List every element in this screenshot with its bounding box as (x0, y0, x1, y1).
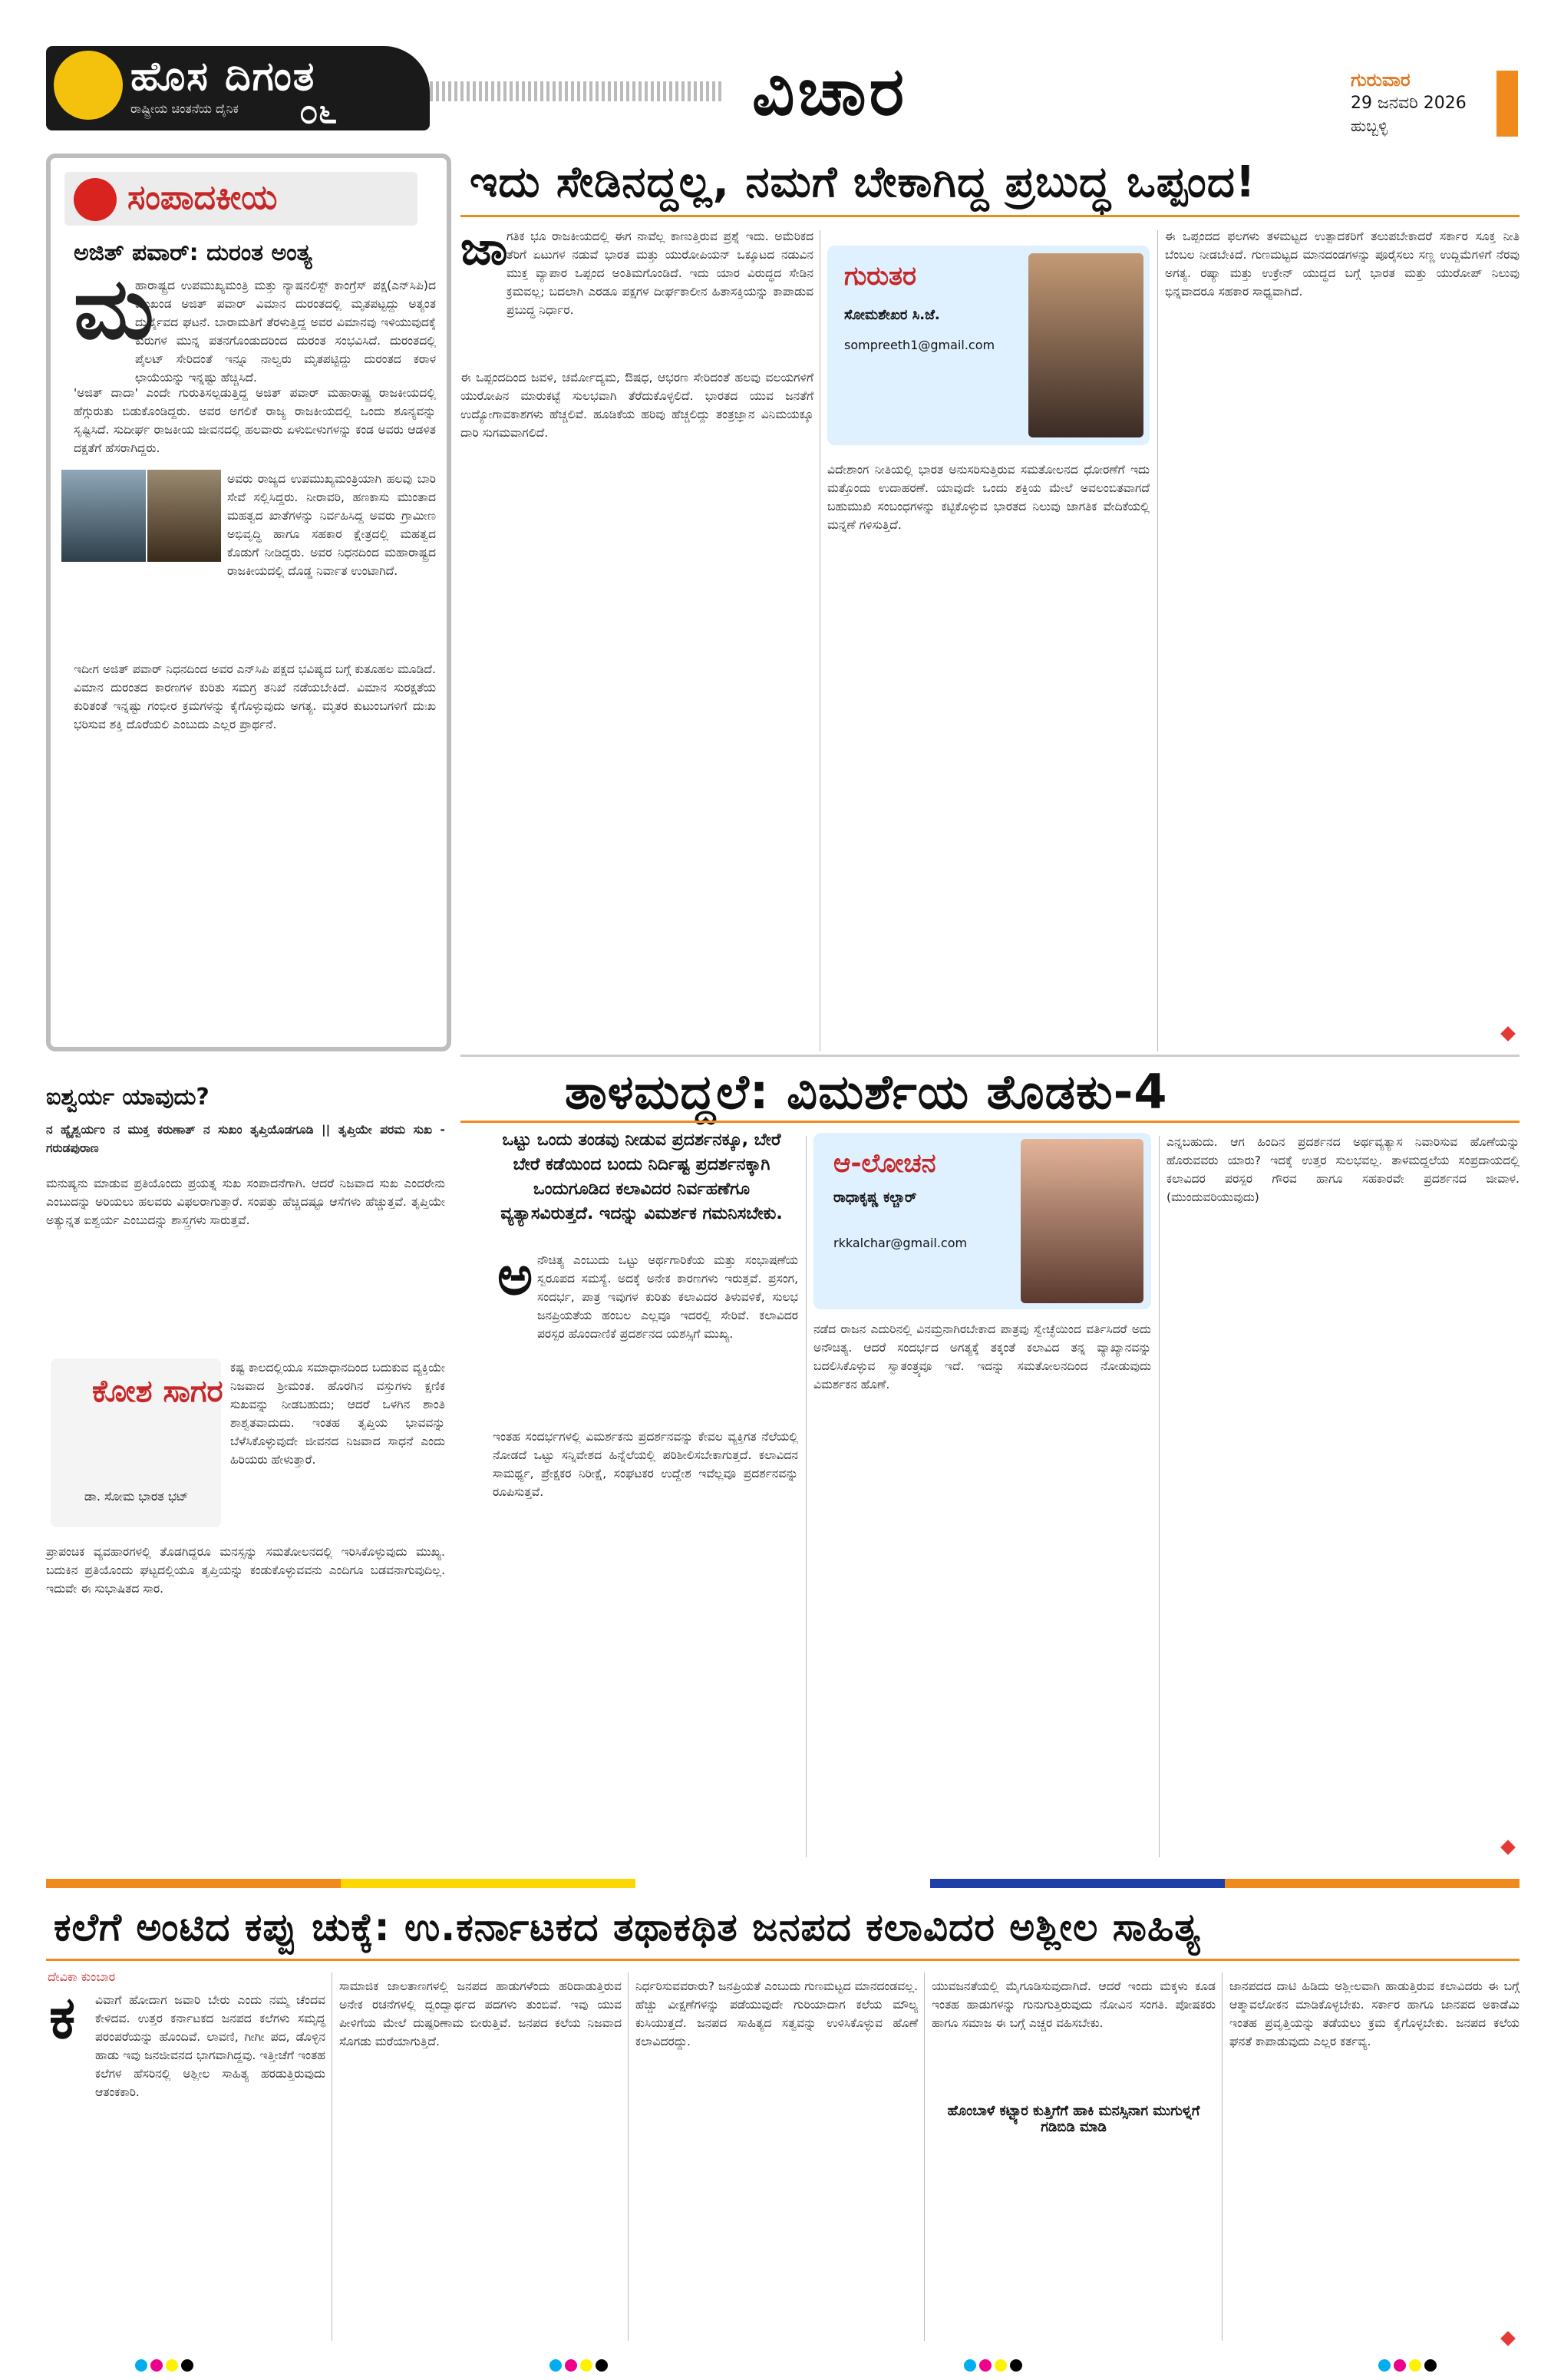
registration-mark-icon (1378, 2359, 1391, 2372)
column-rule (1222, 1972, 1223, 2341)
section-title: ವಿಚಾರ (752, 54, 908, 130)
date-full: 29 ಜನವರಿ 2026 (1351, 94, 1467, 113)
article1-dropcap: ಜಾ (460, 222, 508, 276)
article3-headline: ಕಲೆಗೆ ಅಂಟಿದ ಕಪ್ಪು ಚುಕ್ಕೆ: ಉ.ಕರ್ನಾಟಕದ ತಥಾಕಥಿತ ಜನಪದ ಕಲಾವಿದರ ಅಶ್ಲೀಲ ಸಾಹಿತ್ಯ (54, 1905, 1201, 1949)
page-number: ೦೬ (299, 92, 338, 131)
article3-column: ಜಾನಪದದ ದಾಟಿ ಹಿಡಿದು ಅಶ್ಲೀಲವಾಗಿ ಹಾಡುತ್ತಿರುವ ಕಲಾವಿದರು ಈ ಬಗ್ಗೆ ಆತ್ಮಾವಲೋಕನ ಮಾಡಿಕೊಳ್ಳಬೇಕು. ಸರ್ಕಾರ ಹಾಗೂ ಜಾನಪದ ಅಕಾಡೆಮಿ ಇಂತಹ ಪ್ರವೃತ್ತಿಯನ್ನು ತಡೆಯಲು ಕ್ರಮ ಕೈಗೊಳ್ಳಬೇಕು. ಜನಪದ ಕಲೆಯ ಘನತೆ ಕಾಪಾಡುವುದು ಎಲ್ಲರ ಕರ್ತವ್ಯ. (1229, 1979, 1520, 2048)
section-rule (460, 1055, 1520, 1057)
column-rule (924, 1972, 925, 2341)
color-divider (46, 1879, 1520, 1888)
column-rule (806, 1136, 807, 1857)
column-name: ಗುರುತರ (844, 261, 917, 292)
registration-mark-icon (995, 2359, 1007, 2372)
headline-rule (460, 1121, 1520, 1123)
article1-column: ಗತಿಕ ಭೂ ರಾಜಕೀಯದಲ್ಲಿ ಈಗ ನಾವೆಲ್ಲ ಕಾಣುತ್ತಿರುವ ಪ್ರಶ್ನೆ ಇದು. ಅಮೆರಿಕದ ತೆರಿಗೆ ಏಟುಗಳ ನಡುವೆ ಭಾರತ ಮತ್ತು ಯುರೋಪಿಯನ್ ಒಕ್ಕೂಟದ ನಡುವಿನ ಮುಕ್ತ ವ್ಯಾಪಾರ ಒಪ್ಪಂದ ಅಂತಿಮಗೊಂಡಿದೆ. ಇದು ಯಾರ ವಿರುದ್ಧದ ಸೇಡಿನ ಕ್ರಮವಲ್ಲ; ಬದಲಾಗಿ ಎರಡೂ ಪಕ್ಷಗಳ ದೀರ್ಘಕಾಲೀನ ಹಿತಾಸಕ್ತಿಯನ್ನು ಕಾಪಾಡುವ ಪ್ರಬುದ್ಧ ನಿರ್ಧಾರ. (507, 229, 813, 317)
headline-rule (46, 1959, 1520, 1961)
article3-column: ವಿವಾಗೆ ಹೋದಾಗ ಜವಾರಿ ಬೇರು ಎಂದು ನಮ್ಮ ಚೆಂದವ ಕೇಳಿದವ. ಉತ್ತರ ಕರ್ನಾಟಕದ ಜನಪದ ಕಲೆಗಳು ಸಮೃದ್ಧ ಪರಂಪರೆಯನ್ನು ಹೊಂದಿವೆ. ಲಾವಣಿ, ಗೀಗೀ ಪದ, ಡೊಳ್ಳಿನ ಹಾಡು ಇವು ಜನಜೀವನದ ಭಾಗವಾಗಿದ್ದವು. ಇತ್ತೀಚೆಗೆ ಇಂತಹ ಕಲೆಗಳ ಹೆಸರಿನಲ್ಲಿ ಅಶ್ಲೀಲ ಸಾಹಿತ್ಯ ಹರಡುತ್ತಿರುವುದು ಆತಂಕಕಾರಿ. (95, 1993, 325, 2099)
column-rule (628, 1972, 629, 2341)
registration-mark-icon (166, 2359, 178, 2372)
article3-column: ನಿರ್ಧರಿಸುವವರಾರು? ಜನಪ್ರಿಯತೆ ಎಂಬುದು ಗುಣಮಟ್ಟದ ಮಾನದಂಡವಲ್ಲ. ಹೆಚ್ಚು ವೀಕ್ಷಣೆಗಳನ್ನು ಪಡೆಯುವುದೇ ಗುರಿಯಾದಾಗ ಕಲೆಯ ಮೌಲ್ಯ ಕುಸಿಯುತ್ತದೆ. ಜನಪದ ಸಾಹಿತ್ಯದ ಸತ್ವವನ್ನು ಉಳಿಸಿಕೊಳ್ಳುವ ಹೊಣೆ ಕಲಾವಿದರದ್ದು. (635, 1979, 918, 2048)
editorial-headline: ಅಜಿತ್ ಪವಾರ್: ದುರಂತ ಅಂತ್ಯ (74, 239, 312, 266)
registration-mark-icon (565, 2359, 577, 2372)
registration-mark-icon (135, 2359, 147, 2372)
article3-column: ಸಾಮಾಜಿಕ ಜಾಲತಾಣಗಳಲ್ಲಿ ಜನಪದ ಹಾಡುಗಳೆಂದು ಹರಿದಾಡುತ್ತಿರುವ ಅನೇಕ ರಚನೆಗಳಲ್ಲಿ ದ್ವಂದ್ವಾರ್ಥದ ಪದಗಳು ತುಂಬಿವೆ. ಇವು ಯುವ ಪೀಳಿಗೆಯ ಮೇಲೆ ದುಷ್ಪರಿಣಾಮ ಬೀರುತ್ತಿವೆ. ಜನಪದ ಕಲೆಯ ನಿಜವಾದ ಸೊಗಡು ಮರೆಯಾಗುತ್ತಿದೆ. (339, 1979, 622, 2048)
article2-dropcap: ಅ (497, 1244, 533, 1307)
registration-mark-icon (181, 2359, 193, 2372)
article2-deck: ಒಟ್ಟು ಒಂದು ತಂಡವು ನೀಡುವ ಪ್ರದರ್ಶನಕ್ಕೂ, ಬೇರೆ ಬೇರೆ ಕಡೆಯಿಂದ ಬಂದು ನಿರ್ದಿಷ್ಟ ಪ್ರದರ್ಶನಕ್ಕಾಗಿ ಒಂದುಗೂಡಿದ ಕಲಾವಿದರ ನಿರ್ವಹಣೆಗೂ ವ್ಯತ್ಯಾಸವಿರುತ್ತದೆ. ಇದನ್ನು ವಿಮರ್ಶಕ ಗಮನಿಸಬೇಕು. (500, 1131, 783, 1223)
registration-mark-icon (1424, 2359, 1437, 2372)
editorial-paragraph: ಹಾರಾಷ್ಟ್ರದ ಉಪಮುಖ್ಯಮಂತ್ರಿ ಮತ್ತು ನ್ಯಾಷನಲಿಸ್ಟ್ ಕಾಂಗ್ರೆಸ್ ಪಕ್ಷ(ಎನ್‌ಸಿಪಿ)ದ ಮುಖಂಡ ಅಜಿತ್ ಪವಾರ್ ವಿಮಾನ ದುರಂತದಲ್ಲಿ ಮೃತಪಟ್ಟದ್ದು ಅತ್ಯಂತ ದುರ್ದೈವದ ಘಟನೆ. ಬಾರಾಮತಿಗೆ ತೆರಳುತ್ತಿದ್ದ ಅವರ ವಿಮಾನವು ಇಳಿಯುವುದಕ್ಕೆ ಕುರುಗಳ ಮುನ್ನ ಪತನಗೊಂಡುದರಿಂದ ದುರಂತ ಸಂಭವಿಸಿದೆ. ದುರಂತದಲ್ಲಿ ಪೈಲಟ್ ಸೇರಿದಂತೆ ಇನ್ನೂ ನಾಲ್ವರು ಮೃತಪಟ್ಟಿದ್ದು ದುರಂತದ ಕರಾಳ ಛಾಯೆಯನ್ನು ಇನ್ನಷ್ಟು ಹೆಚ್ಚಿಸಿದೆ. (135, 279, 436, 385)
registration-mark-icon (979, 2359, 992, 2372)
editorial-dropcap: ಮ (74, 259, 154, 358)
editorial-paragraph: ಇದೀಗ ಅಜಿತ್ ಪವಾರ್ ನಿಧನದಿಂದ ಅವರ ಎನ್‌ಸಿಪಿ ಪಕ್ಷದ ಭವಿಷ್ಯದ ಬಗ್ಗೆ ಕುತೂಹಲ ಮೂಡಿದೆ. ವಿಮಾನ ದುರಂತದ ಕಾರಣಗಳ ಕುರಿತು ಸಮಗ್ರ ತನಿಖೆ ನಡೆಯಬೇಕಿದೆ. ವಿಮಾನ ಸುರಕ್ಷತೆಯ ಕುರಿತಂತೆ ಇನ್ನಷ್ಟು ಗಂಭೀರ ಕ್ರಮಗಳನ್ನು ಕೈಗೊಳ್ಳುವುದು ಅಗತ್ಯ. ಮೃತರ ಕುಟುಂಬಗಳಿಗೆ ದುಃಖ ಭರಿಸುವ ಶಕ್ತಿ ದೊರೆಯಲಿ ಎಂಬುದು ಎಲ್ಲರ ಪ್ರಾರ್ಥನೆ. (74, 662, 436, 731)
quote-paragraph: ಮನುಷ್ಯನು ಮಾಡುವ ಪ್ರತಿಯೊಂದು ಪ್ರಯತ್ನ ಸುಖ ಸಂಪಾದನೆಗಾಗಿ. ಆದರೆ ನಿಜವಾದ ಸುಖ ಎಂದರೇನು ಎಂಬುದನ್ನು ಅರಿಯಲು ಹಲವರು ವಿಫಲರಾಗುತ್ತಾರೆ. ಸಂಪತ್ತು ಹೆಚ್ಚಿದಷ್ಟೂ ಆಸೆಗಳು ಹೆಚ್ಚುತ್ತವೆ. ತೃಪ್ತಿಯೇ ಅತ್ಯುನ್ನತ ಐಶ್ವರ್ಯ ಎಂಬುದನ್ನು ಶಾಸ್ತ್ರಗಳು ಸಾರುತ್ತವೆ. (46, 1177, 445, 1227)
article3-dropcap: ಕ (49, 1983, 76, 2052)
date-day: ಗುರುವಾರ (1351, 69, 1411, 91)
quote-heading: ಐಶ್ವರ್ಯ ಯಾವುದು? (46, 1084, 210, 1111)
registration-mark-icon (580, 2359, 592, 2372)
article3-byline: ದೇವಿಕಾ ಕುಂಬಾರ (48, 1969, 116, 1984)
editorial-emblem-icon (74, 178, 117, 221)
article2-column: ನಡೆದ ರಾಜನ ಎದುರಿನಲ್ಲಿ ವಿನಮ್ರನಾಗಿರಬೇಕಾದ ಪಾತ್ರವು ಸ್ವೇಚ್ಛೆಯಿಂದ ವರ್ತಿಸಿದರೆ ಅದು ಅನೌಚಿತ್ಯ. ಆದರೆ ಸಂದರ್ಭದ ಅಗತ್ಯಕ್ಕೆ ತಕ್ಕಂತೆ ಕಲಾವಿದ ತನ್ನ ವ್ಯಾಖ್ಯಾನವನ್ನು ಬದಲಿಸಿಕೊಳ್ಳುವ ಸ್ವಾತಂತ್ರ್ಯವೂ ಇದೆ. ಇದನ್ನು ಸಮತೋಲನದಿಂದ ನೋಡುವುದು ವಿಮರ್ಶಕನ ಹೊಣೆ. (813, 1322, 1151, 1391)
article2-headline: ತಾಳಮದ್ದಲೆ: ವಿಮರ್ಶೆಯ ತೊಡಕು-4 (565, 1064, 1168, 1120)
newspaper-logo-icon (54, 51, 123, 120)
ajit-pawar-photo (61, 470, 146, 562)
column-name: ಆ-ಲೋಚನ (833, 1148, 936, 1179)
column-name: ಕೋಶ ಸಾಗರ (92, 1374, 223, 1409)
headline-rule (460, 215, 1520, 217)
crash-site-photo (147, 470, 221, 562)
author-email: sompreeth1@gmail.com (844, 338, 995, 352)
author-email: rkkalchar@gmail.com (833, 1236, 968, 1250)
quote-sanskrit: ನ ಹ್ಯೈಶ್ವರ್ಯಂ ನ ಮುಕ್ತ ಕರುಣಾತ್ ನ ಸುಖಂ ತೃಪ್ತಿಯೊಡಗೂಡಿ || ತೃಪ್ತಿಯೇ ಪರಮ ಸುಖ - ಗರುಡಪುರಾಣ (46, 1123, 445, 1155)
quote-paragraph: ಪ್ರಾಪಂಚಿಕ ವ್ಯವಹಾರಗಳಲ್ಲಿ ತೊಡಗಿದ್ದರೂ ಮನಸ್ಸನ್ನು ಸಮತೋಲನದಲ್ಲಿ ಇರಿಸಿಕೊಳ್ಳುವುದು ಮುಖ್ಯ. ಬದುಕಿನ ಪ್ರತಿಯೊಂದು ಘಟ್ಟದಲ್ಲಿಯೂ ತೃಪ್ತಿಯನ್ನು ಕಂಡುಕೊಳ್ಳುವವನು ಎಂದಿಗೂ ಬಡವನಾಗುವುದಿಲ್ಲ. ಇದುವೇ ಈ ಸುಭಾಷಿತದ ಸಾರ. (46, 1545, 445, 1596)
end-mark-icon (1500, 2331, 1516, 2346)
end-mark-icon (1500, 1840, 1516, 1855)
editorial-paragraph: 'ಅಜಿತ್ ದಾದಾ' ಎಂದೇ ಗುರುತಿಸಲ್ಪಡುತ್ತಿದ್ದ ಅಜಿತ್ ಪವಾರ್ ಮಹಾರಾಷ್ಟ್ರ ರಾಜಕೀಯದಲ್ಲಿ ಹೆಗ್ಗುರುತು ಬಿಡುಕೊಂಡಿದ್ದರು. ಅವರ ಅಗಲಿಕೆ ರಾಜ್ಯ ರಾಜಕೀಯದಲ್ಲಿ ಒಂದು ಶೂನ್ಯವನ್ನು ಸೃಷ್ಟಿಸಿದೆ. ಸುದೀರ್ಘ ರಾಜಕೀಯ ಜೀವನದಲ್ಲಿ ಹಲವಾರು ಏಳುಬೀಳುಗಳನ್ನು ಕಂಡ ಅವರು ಆಡಳಿತ ದಕ್ಷತೆಗೆ ಹೆಸರಾಗಿದ್ದರು. (74, 386, 436, 455)
author-name: ಸೋಮಶೇಖರ ಸಿ.ಜೆ. (844, 307, 940, 323)
registration-mark-icon (549, 2359, 562, 2372)
registration-mark-icon (964, 2359, 976, 2372)
column-rule (1157, 230, 1158, 1051)
author-name: ರಾಧಾಕೃಷ್ಣ ಕಲ್ಚಾರ್ (833, 1190, 917, 1206)
paper-name: ಹೊಸ ದಿಗಂತ (130, 54, 316, 100)
article1-column: ವಿದೇಶಾಂಗ ನೀತಿಯಲ್ಲಿ ಭಾರತ ಅನುಸರಿಸುತ್ತಿರುವ ಸಮತೋಲನದ ಧೋರಣೆಗೆ ಇದು ಮತ್ತೊಂದು ಉದಾಹರಣೆ. ಯಾವುದೇ ಒಂದು ಶಕ್ತಿಯ ಮೇಲೆ ಅವಲಂಬಿತವಾಗದೆ ಬಹುಮುಖಿ ಸಂಬಂಧಗಳನ್ನು ಕಟ್ಟಿಕೊಳ್ಳುವ ಭಾರತದ ನಿಲುವು ಜಾಗತಿಕ ವೇದಿಕೆಯಲ್ಲಿ ಮನ್ನಣೆ ಗಳಿಸುತ್ತಿದೆ. (827, 463, 1150, 532)
registration-mark-icon (150, 2359, 163, 2372)
article2-column: ನೌಚಿತ್ಯ ಎಂಬುದು ಒಟ್ಟು ಅರ್ಥಗಾರಿಕೆಯ ಮತ್ತು ಸಂಭಾಷಣೆಯ ಸ್ವರೂಪದ ಸಮಸ್ಯೆ. ಅದಕ್ಕೆ ಅನೇಕ ಕಾರಣಗಳು ಇರುತ್ತವೆ. ಪ್ರಸಂಗ, ಸಂದರ್ಭ, ಪಾತ್ರ ಇವುಗಳ ಕುರಿತು ಕಲಾವಿದರ ತಿಳುವಳಿಕೆ, ಸುಲಭ ಜನಪ್ರಿಯತೆಯ ಹಂಬಲ ಎಲ್ಲವೂ ಇದರಲ್ಲಿ ಸೇರಿವೆ. ಕಲಾವಿದರ ಪರಸ್ಪರ ಹೊಂದಾಣಿಕೆ ಪ್ರದರ್ಶನದ ಯಶಸ್ಸಿಗೆ ಮುಖ್ಯ. (537, 1253, 798, 1341)
article3-column: ಯುವಜನತೆಯಲ್ಲಿ ಮೈಗೂಡಿಸುವುದಾಗಿದೆ. ಆದರೆ ಇಂದು ಮಕ್ಕಳು ಕೂಡ ಇಂತಹ ಹಾಡುಗಳನ್ನು ಗುನುಗುತ್ತಿರುವುದು ನೋವಿನ ಸಂಗತಿ. ಪೋಷಕರು ಹಾಗೂ ಸಮಾಜ ಈ ಬಗ್ಗೆ ಎಚ್ಚರ ವಹಿಸಬೇಕು. (932, 1979, 1216, 2030)
registration-mark-icon (1394, 2359, 1406, 2372)
column-rule (1159, 1136, 1160, 1857)
end-mark-icon (1500, 1026, 1516, 1041)
article1-column: ಈ ಒಪ್ಪಂದದ ಫಲಗಳು ತಳಮಟ್ಟದ ಉತ್ಪಾದಕರಿಗೆ ತಲುಪಬೇಕಾದರೆ ಸರ್ಕಾರ ಸೂಕ್ತ ನೀತಿ ಬೆಂಬಲ ನೀಡಬೇಕಿದೆ. ಗುಣಮಟ್ಟದ ಮಾನದಂಡಗಳನ್ನು ಪೂರೈಸಲು ಸಣ್ಣ ಉದ್ದಿಮೆಗಳಿಗೆ ನೆರವು ಅಗತ್ಯ. ರಷ್ಯಾ ಮತ್ತು ಉಕ್ರೇನ್ ಯುದ್ಧದ ಬಗ್ಗೆ ಭಾರತ ಮತ್ತು ಯುರೋಪ್ ನಿಲುವು ಭಿನ್ನವಾದರೂ ಸಹಕಾರ ಸಾಧ್ಯವಾಗಿದೆ. (1165, 229, 1520, 299)
decorative-stripe (430, 81, 721, 101)
article3-verse: ಹೊಂಬಾಳೆ ಕಟ್ಟ್ಯಾರ ಕುತ್ತಿಗೆಗೆ ಹಾಕಿ ಮನಸ್ಸಿನಾಗ ಮುಗುಳ್ನಗೆ ಗಡಿಬಿಡಿ ಮಾಡಿ (947, 2103, 1200, 2135)
registration-mark-icon (1409, 2359, 1421, 2372)
article2-column: ಇಂತಹ ಸಂದರ್ಭಗಳಲ್ಲಿ ವಿಮರ್ಶಕನು ಪ್ರದರ್ಶನವನ್ನು ಕೇವಲ ವ್ಯಕ್ತಿಗತ ನೆಲೆಯಲ್ಲಿ ನೋಡದೆ ಒಟ್ಟು ಸನ್ನಿವೇಶದ ಹಿನ್ನೆಲೆಯಲ್ಲಿ ಪರಿಶೀಲಿಸಬೇಕಾಗುತ್ತದೆ. ಕಲಾವಿದನ ಸಾಮರ್ಥ್ಯ, ಪ್ರೇಕ್ಷಕರ ನಿರೀಕ್ಷೆ, ಸಂಘಟಕರ ಉದ್ದೇಶ ಇವೆಲ್ಲವೂ ಪ್ರದರ್ಶನವನ್ನು ರೂಪಿಸುತ್ತವೆ. (493, 1430, 798, 1499)
section-marker (1496, 71, 1518, 137)
registration-mark-icon (1010, 2359, 1022, 2372)
editorial-label: ಸಂಪಾದಕೀಯ (127, 178, 278, 217)
article1-headline: ಇದು ಸೇಡಿನದ್ದಲ್ಲ, ನಮಗೆ ಬೇಕಾಗಿದ್ದ ಪ್ರಬುದ್ಧ ಒಪ್ಪಂದ! (470, 157, 1256, 207)
registration-mark-icon (596, 2359, 608, 2372)
author-name: ಡಾ. ಸೋಮ ಭಾರತ ಭಟ್ (84, 1489, 189, 1504)
quote-paragraph: ಕಷ್ಟ ಕಾಲದಲ್ಲಿಯೂ ಸಮಾಧಾನದಿಂದ ಬದುಕುವ ವ್ಯಕ್ತಿಯೇ ನಿಜವಾದ ಶ್ರೀಮಂತ. ಹೊರಗಿನ ವಸ್ತುಗಳು ಕ್ಷಣಿಕ ಸುಖವನ್ನು ನೀಡಬಹುದು; ಆದರೆ ಒಳಗಿನ ಶಾಂತಿ ಶಾಶ್ವತವಾದುದು. ಇಂತಹ ತೃಪ್ತಿಯ ಭಾವವನ್ನು ಬೆಳೆಸಿಕೊಳ್ಳುವುದೇ ಜೀವನದ ನಿಜವಾದ ಸಾಧನೆ ಎಂದು ಹಿರಿಯರು ಹೇಳುತ್ತಾರೆ. (230, 1361, 445, 1467)
author-photo (1021, 1139, 1143, 1303)
author-photo (1028, 253, 1143, 437)
article2-column: ಎನ್ನಬಹುದು. ಆಗ ಹಿಂದಿನ ಪ್ರದರ್ಶನದ ಅರ್ಥವ್ಯತ್ಯಾಸ ನಿವಾರಿಸುವ ಹೊಣೆಯನ್ನು ಹೊರುವವರು ಯಾರು? ಇದಕ್ಕೆ ಉತ್ತರ ಸುಲಭವಲ್ಲ. ತಾಳಮದ್ದಲೆಯ ಸಂಪ್ರದಾಯದಲ್ಲಿ ಕಲಾವಿದರ ಪರಸ್ಪರ ಗೌರವ ಹಾಗೂ ಸಹಕಾರವೇ ಪ್ರದರ್ಶನದ ಜೀವಾಳ. (ಮುಂದುವರಿಯುವುದು) (1166, 1135, 1520, 1204)
paper-tagline: ರಾಷ್ಟ್ರೀಯ ಚಿಂತನೆಯ ದೈನಿಕ (130, 101, 239, 116)
editorial-paragraph: ಅವರು ರಾಜ್ಯದ ಉಪಮುಖ್ಯಮಂತ್ರಿಯಾಗಿ ಹಲವು ಬಾರಿ ಸೇವೆ ಸಲ್ಲಿಸಿದ್ದರು. ನೀರಾವರಿ, ಹಣಕಾಸು ಮುಂತಾದ ಮಹತ್ವದ ಖಾತೆಗಳನ್ನು ನಿರ್ವಹಿಸಿದ್ದ ಅವರು ಗ್ರಾಮೀಣ ಅಭಿವೃದ್ಧಿ ಹಾಗೂ ಸಹಕಾರ ಕ್ಷೇತ್ರದಲ್ಲಿ ಮಹತ್ವದ ಕೊಡುಗೆ ನೀಡಿದ್ದರು. ಅವರ ನಿಧನದಿಂದ ಮಹಾರಾಷ್ಟ್ರದ ರಾಜಕೀಯದಲ್ಲಿ ದೊಡ್ಡ ನಿರ್ವಾತ ಉಂಟಾಗಿದೆ. (227, 472, 436, 578)
edition-city: ಹುಬ್ಬಳ್ಳಿ (1351, 117, 1388, 135)
article1-column: ಈ ಒಪ್ಪಂದದಿಂದ ಜವಳಿ, ಚರ್ಮೋದ್ಯಮ, ಔಷಧ, ಆಭರಣ ಸೇರಿದಂತೆ ಹಲವು ವಲಯಗಳಿಗೆ ಯುರೋಪಿನ ಮಾರುಕಟ್ಟೆ ಸುಲಭವಾಗಿ ತೆರೆದುಕೊಳ್ಳಲಿದೆ. ಭಾರತದ ಯುವ ಜನತೆಗೆ ಉದ್ಯೋಗಾವಕಾಶಗಳು ಹೆಚ್ಚಲಿವೆ. ಹೂಡಿಕೆಯ ಹರಿವು ಹೆಚ್ಚಲಿದ್ದು ತಂತ್ರಜ್ಞಾನ ವಿನಿಮಯಕ್ಕೂ ದಾರಿ ಸುಗಮವಾಗಲಿದೆ. (460, 371, 813, 440)
